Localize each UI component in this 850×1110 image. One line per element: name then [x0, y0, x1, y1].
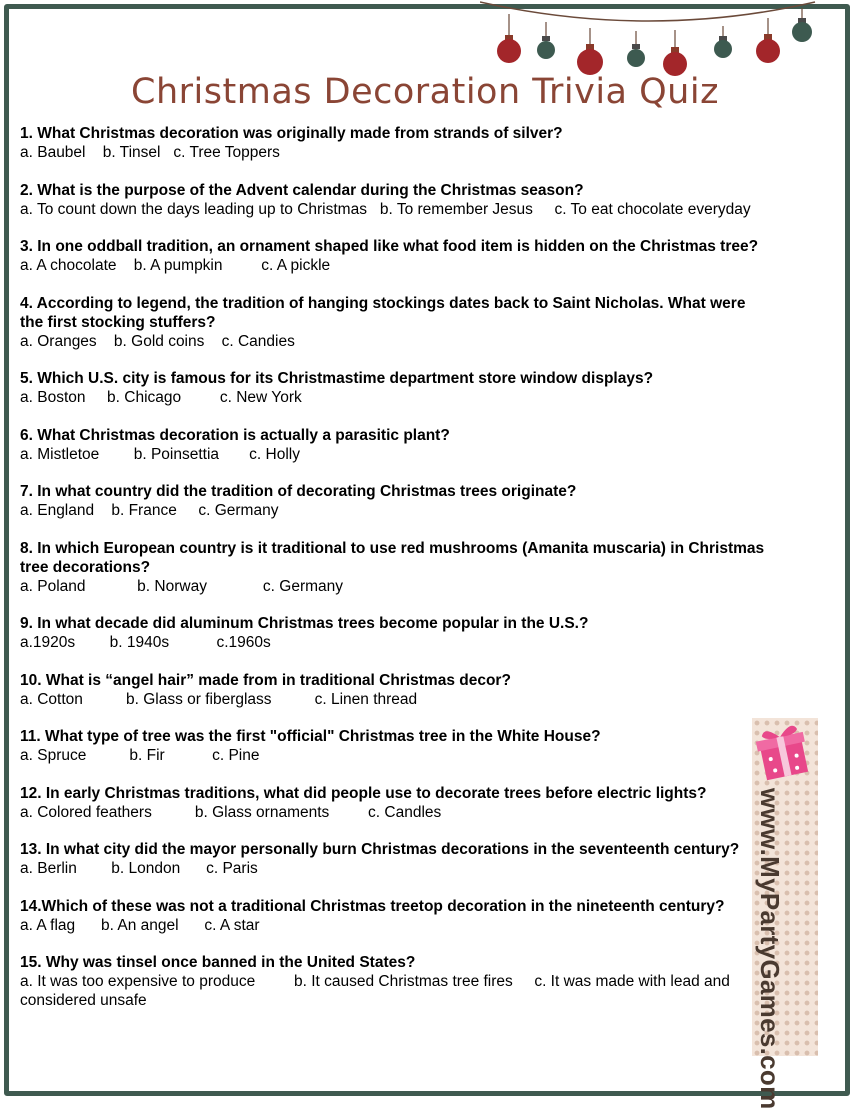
answer-options: a. Colored feathers b. Glass ornaments c. Candles [20, 803, 442, 821]
question-list [20, 124, 765, 1029]
ornament-icon [577, 28, 603, 75]
answer-options: a. Mistletoe b. Poinsettia c. Holly [20, 445, 300, 463]
question-text: 8. In which European country is it traditional to use red mushrooms (Amanita muscaria) in Christmas tree decorations? [20, 539, 765, 576]
question-text: 5. Which U.S. city is famous for its Christmastime department store window displays? [20, 370, 654, 387]
question-item [20, 181, 765, 219]
answer-options: a. England b. France c. Germany [20, 502, 279, 519]
answer-options: a. It was too expensive to produce b. It caused Christmas tree fires c. It was made with lead and considered unsafe [20, 973, 735, 1009]
answer-options: a. A flag b. An angel c. A star [20, 916, 260, 934]
question-item [20, 539, 765, 596]
question-text: 1. What Christmas decoration was originally made from strands of silver? [20, 125, 563, 142]
question-item [20, 840, 765, 878]
answer-options: a. Spruce b. Fir c. Pine [20, 747, 260, 764]
answer-options: a.1920s b. 1940s c.1960s [20, 634, 271, 651]
ornament-icon [714, 26, 732, 58]
question-item [20, 897, 765, 935]
question-item [20, 369, 765, 407]
question-text: 15. Why was tinsel once banned in the United States? [20, 954, 416, 971]
question-item [20, 237, 765, 275]
question-item [20, 124, 765, 162]
answer-options: a. Cotton b. Glass or fiberglass c. Linen thread [20, 690, 418, 708]
question-item [20, 727, 765, 765]
ornament-icon [627, 31, 645, 67]
answer-options: a. To count down the days leading up to Christmas b. To remember Jesus c. To eat chocolate everyday [20, 200, 751, 218]
question-text: 6. What Christmas decoration is actually a parasitic plant? [20, 426, 450, 444]
answer-options: a. Oranges b. Gold coins c. Candies [20, 332, 295, 350]
question-item [20, 784, 765, 822]
ornament-icon [756, 18, 780, 63]
question-text: 7. In what country did the tradition of decorating Christmas trees originate? [20, 483, 577, 500]
question-text: 13. In what city did the mayor personally burn Christmas decorations in the seventeenth century? [20, 841, 740, 858]
answer-options: a. Berlin b. London c. Paris [20, 860, 258, 877]
answer-options: a. Boston b. Chicago c. New York [20, 389, 302, 406]
question-item [20, 671, 765, 709]
question-text: 11. What type of tree was the first "official" Christmas tree in the White House? [20, 728, 601, 745]
question-text: 3. In one oddball tradition, an ornament shaped like what food item is hidden on the Christmas tree? [20, 238, 759, 255]
question-text: 12. In early Christmas traditions, what did people use to decorate trees before electric lights? [20, 784, 707, 802]
website-url: www.MyPartyGames.com [755, 788, 785, 1110]
question-item [20, 482, 765, 520]
question-item [20, 294, 765, 351]
ornament-icon [792, 8, 812, 42]
question-item [20, 426, 765, 464]
ornament-icon [497, 14, 521, 63]
answer-options: a. Baubel b. Tinsel c. Tree Toppers [20, 144, 280, 161]
question-item [20, 953, 765, 1010]
side-banner [752, 718, 818, 1110]
page-title: Christmas Decoration Trivia Quiz [131, 72, 719, 112]
answer-options: a. Poland b. Norway c. Germany [20, 577, 344, 595]
gift-icon [752, 718, 818, 784]
question-text: 2. What is the purpose of the Advent calendar during the Christmas season? [20, 181, 584, 199]
question-text: 9. In what decade did aluminum Christmas trees become popular in the U.S.? [20, 615, 589, 632]
answer-options: a. A chocolate b. A pumpkin c. A pickle [20, 257, 331, 274]
question-text: 14.Which of these was not a traditional Christmas treetop decoration in the nineteenth century? [20, 897, 725, 915]
ornament-icon [537, 22, 555, 59]
question-text: 10. What is “angel hair” made from in traditional Christmas decor? [20, 671, 511, 689]
question-text: 4. According to legend, the tradition of hanging stockings dates back to Saint Nicholas. What were the first stocking stuffers? [20, 294, 746, 331]
question-item [20, 614, 765, 652]
ornament-icon [663, 30, 687, 76]
